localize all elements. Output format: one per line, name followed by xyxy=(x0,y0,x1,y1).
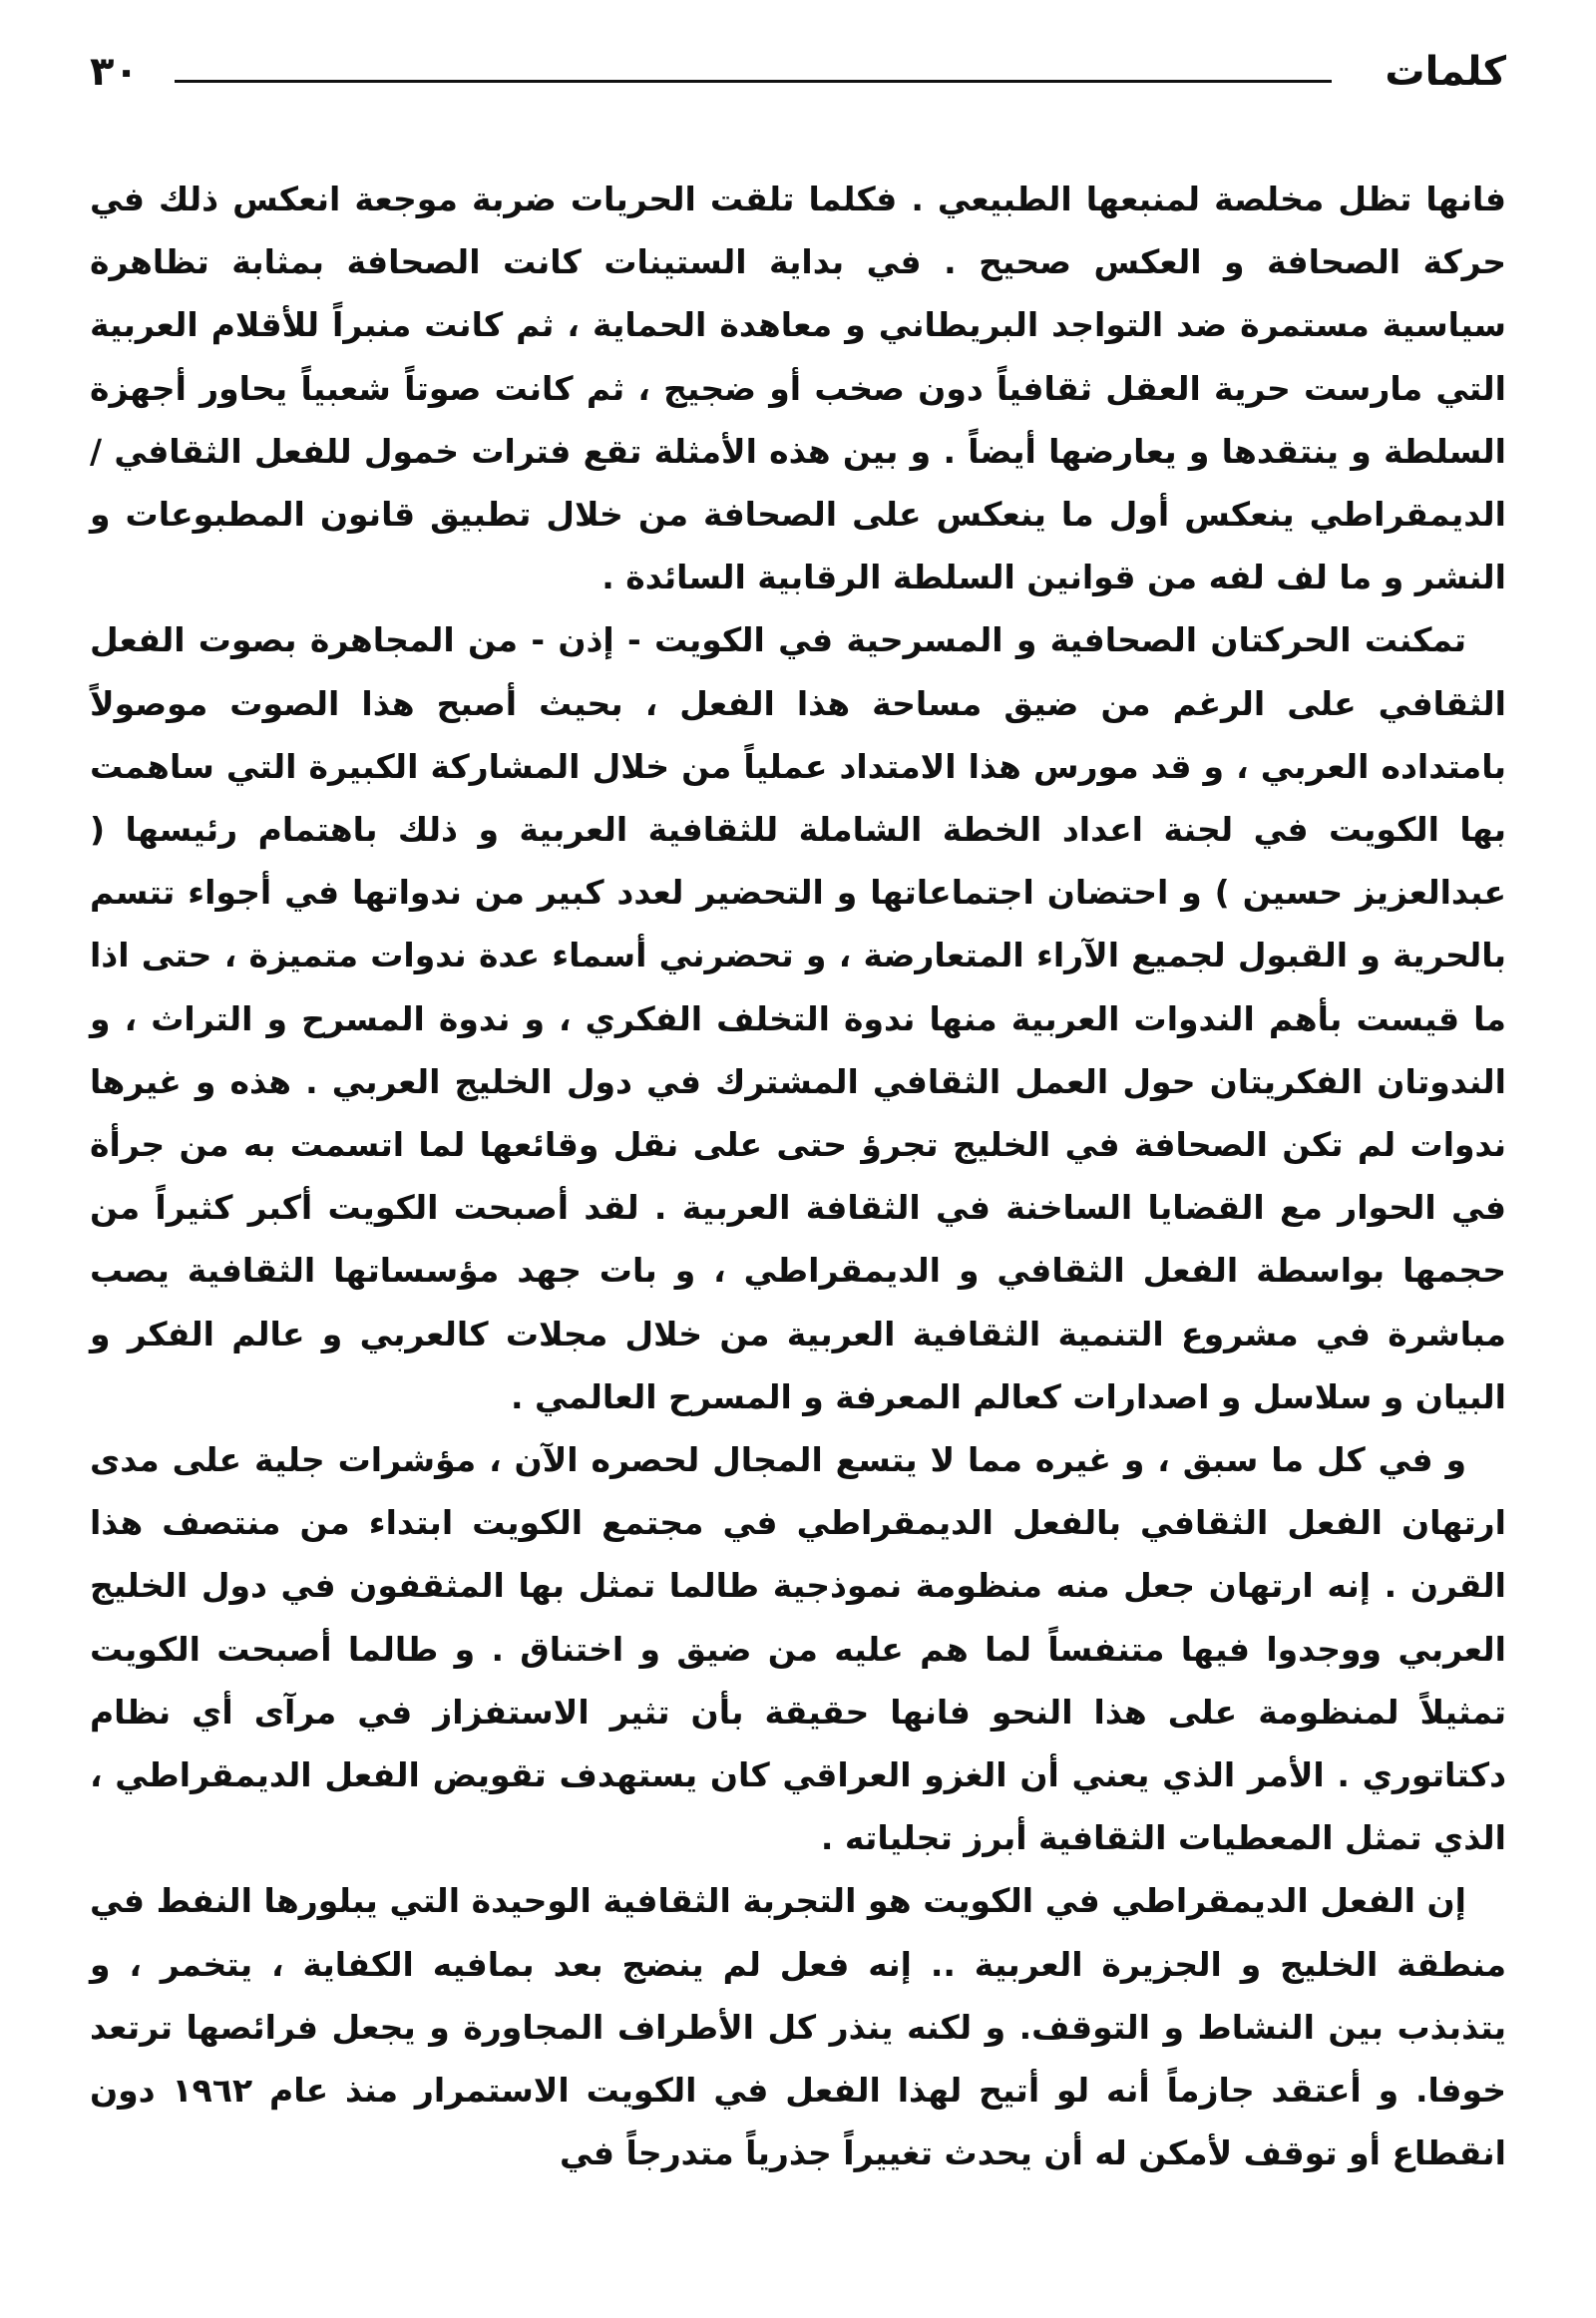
article-body xyxy=(90,168,1506,2185)
paragraph-3: و في كل ما سبق ، و غيره مما لا يتسع المجال لحصره الآن ، مؤشرات جلية على مدى ارتهان الفعل الثقافي بالفعل الديمقراطي في مجتمع الكويت ابتداء من منتصف هذا القرن . إنه ارتهان جعل منه منظومة نموذجية طالما تمثل بها المثقفون في دول الخليج العربي ووجدوا فيها متنفساً لما هم عليه من ضيق و اختناق . و طالما أصبحت الكويت تمثيلاً لمنظومة على هذا النحو فانها حقيقة بأن تثير الاستفزاز في مرآى أي نظام دكتاتوري . الأمر الذي يعني أن الغزو العراقي كان يستهدف تقويض الفعل الديمقراطي ، الذي تمثل المعطيات الثقافية أبرز تجلياته . xyxy=(90,1440,1506,1858)
page-number: ٣٠ xyxy=(90,49,139,95)
header-rule xyxy=(175,80,1332,83)
paragraph-4: إن الفعل الديمقراطي في الكويت هو التجربة الثقافية الوحيدة التي يبلورها النفط في منطقة الخليج و الجزيرة العربية .. إنه فعل لم ينضج بعد بمافيه الكفاية ، يتخمر ، و يتذبذب بين النشاط و التوقف. و لكنه ينذر كل الأطراف المجاورة و يجعل فرائصها ترتعد خوفا. و أعتقد جازماً أنه لو أتيح لهذا الفعل في الكويت الاستمرار منذ عام ١٩٦٢ دون انقطاع أو توقف لأمكن له أن يحدث تغييراً جذرياً متدرجاً في xyxy=(90,1881,1507,2173)
header-title: كلمات xyxy=(1385,49,1506,95)
paragraph-2: تمكنت الحركتان الصحافية و المسرحية في الكويت - إذن - من المجاهرة بصوت الفعل الثقافي على الرغم من ضيق مساحة هذا الفعل ، بحيث أصبح هذا الصوت موصولاً بامتداده العربي ، و قد مورس هذا الامتداد عملياً من خلال المشاركة الكبيرة التي ساهمت بها الكويت في لجنة اعداد الخطة الشاملة للثقافية العربية و ذلك باهتمام رئيسها ( عبدالعزيز حسين ) و احتضان اجتماعاتها و التحضير لعدد كبير من ندواتها في أجواء تتسم بالحرية و القبول لجميع الآراء المتعارضة ، و تحضرني أسماء عدة ندوات متميزة ، حتى اذا ما قيست بأهم الندوات العربية منها ندوة التخلف الفكري ، و ندوة المسرح و التراث ، و الندوتان الفكريتان حول العمل الثقافي المشترك في دول الخليج العربي . هذه و غيرها ندوات لم تكن الصحافة في الخليج تجرؤ حتى على نقل وقائعها لما اتسمت به من جرأة في الحوار مع القضايا الساخنة في الثقافة العربية . لقد أصبحت الكويت أكبر كثيراً من حجمها بواسطة الفعل الثقافي و الديمقراطي ، و بات جهد مؤسساتها الثقافية يصب مباشرة في مشروع التنمية الثقافية العربية من خلال مجلات كالعربي و عالم الفكر و البيان و سلاسل و اصدارات كعالم المعرفة و المسرح العالمي . xyxy=(90,620,1506,1416)
paragraph-1: فانها تظل مخلصة لمنبعها الطبيعي . فكلما تلقت الحريات ضربة موجعة انعكس ذلك في حركة الصحافة و العكس صحيح . في بداية الستينات كانت الصحافة بمثابة تظاهرة سياسية مستمرة ضد التواجد البريطاني و معاهدة الحماية ، ثم كانت منبراً للأقلام العربية التي مارست حرية العقل ثقافياً دون صخب أو ضجيج ، ثم كانت صوتاً شعبياً يحاور أجهزة السلطة و ينتقدها و يعارضها أيضاً . و بين هذه الأمثلة تقع فترات خمول للفعل الثقافي / الديمقراطي ينعكس أول ما ينعكس على الصحافة من خلال تطبيق قانون المطبوعات و النشر و ما لف لفه من قوانين السلطة الرقابية السائدة . xyxy=(90,180,1506,597)
running-header xyxy=(90,42,1506,102)
